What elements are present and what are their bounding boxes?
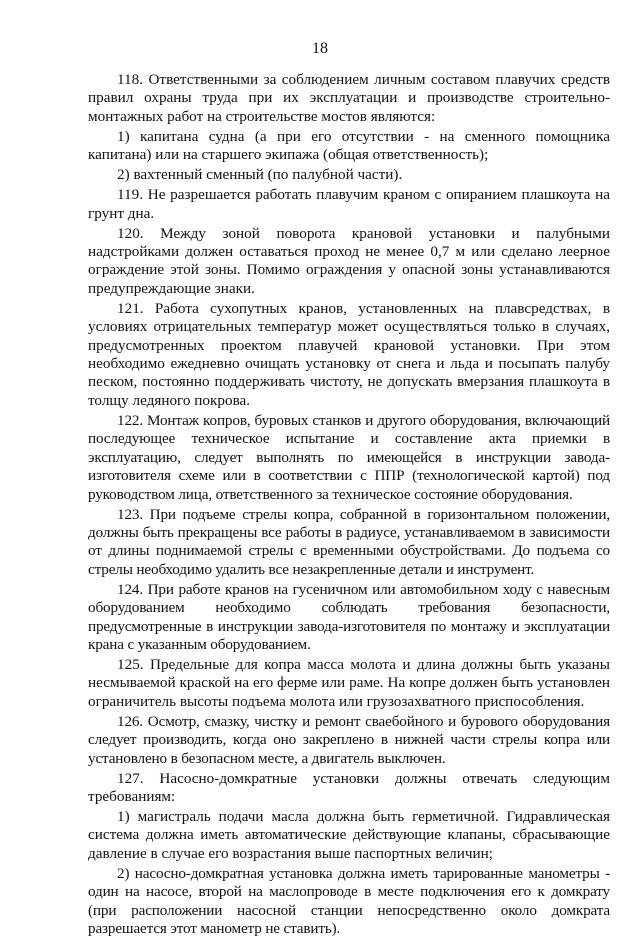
paragraph-119: 119. Не разрешается работать плавучим краном с опиранием плашкоута на грунт дна. (88, 186, 610, 222)
paragraph-118: 118. Ответственными за соблюдением личным составом плавучих средств правил охраны труда при их эксплуатации и производстве строительно-монтажных работ на строительстве мостов являются: (88, 71, 610, 125)
paragraph-121: 121. Работа сухопутных кранов, установленных на плавсредствах, в условиях отрицательных температур может осуществляться только в случаях, предусмотренных проектом плавучей крановой установки. При этом необходимо ежедневно очищать установку от снега и льда и посыпать палубу песком, постоянно поддерживать чистоту, не допускать вмерзания плашкоута в толщу ледяного покрова. (88, 299, 610, 409)
paragraph-126: 126. Осмотр, смазку, чистку и ремонт сваебойного и бурового оборудования следует производить, когда оно закреплено в нижней части стрелы копра или установлено в безопасном месте, а двигатель выключен. (88, 712, 610, 767)
paragraph-124: 124. При работе кранов на гусеничном или автомобильном ходу с навесным оборудованием необходимо соблюдать требования безопасности, предусмотренные в инструкции завода-изготовителя по монтажу и эксплуатации крана с указанным оборудованием. (88, 580, 610, 653)
paragraph-125: 125. Предельные для копра масса молота и длина должны быть указаны несмываемой краской на его ферме или раме. На копре должен быть установлен ограничитель высоты подъема молота или грузозахватного приспособления. (88, 655, 610, 710)
page-number: 18 (312, 40, 328, 57)
paragraph-120: 120. Между зоной поворота крановой установки и палубными надстройками должен оставаться проход не менее 0,7 м или сделано леерное ограждение этой зоны. Помимо ограждения у опасной зоны устанавливаются предупреждающие знаки. (88, 224, 610, 297)
document-body (88, 71, 610, 940)
paragraph-127-item-2: 2) насосно-домкратная установка должна иметь тарированные манометры - один на насосе, второй на маслопроводе в месте подключения его к домкрату (при расположении насосной станции непосредственно около домкрата разрешается этот манометр не ставить). (88, 864, 610, 937)
paragraph-118-item-2: 2) вахтенный сменный (по палубной части). (117, 166, 403, 184)
paragraph-127-item-1: 1) магистраль подачи масла должна быть герметичной. Гидравлическая система должна иметь автоматические действующие клапаны, сбрасывающие давление в случае его возрастания выше паспортных величин; (88, 807, 610, 862)
paragraph-122: 122. Монтаж копров, буровых станков и другого оборудования, включающий последующее техническое испытание и составление акта приемки в эксплуатацию, следует выполнять по имеющейся в инструкции завода-изготовителя схеме или в соответствии с ППР (технологической картой) под руководством лица, ответственного за техническое состояние оборудования. (88, 411, 610, 503)
paragraph-127: 127. Насосно-домкратные установки должны отвечать следующим требованиям: (88, 769, 610, 805)
paragraph-118-item-1: 1) капитана судна (а при его отсутствии - на сменного помощника капитана) или на старшего экипажа (общая ответственность); (88, 127, 610, 164)
paragraph-123: 123. При подъеме стрелы копра, собранной в горизонтальном положении, должны быть прекращены все работы в радиусе, устанавливаемом в зависимости от длины поднимаемой стрелы с временными обустройствами. До подъема со стрелы необходимо удалить все незакрепленные детали и инструмент. (88, 505, 610, 578)
